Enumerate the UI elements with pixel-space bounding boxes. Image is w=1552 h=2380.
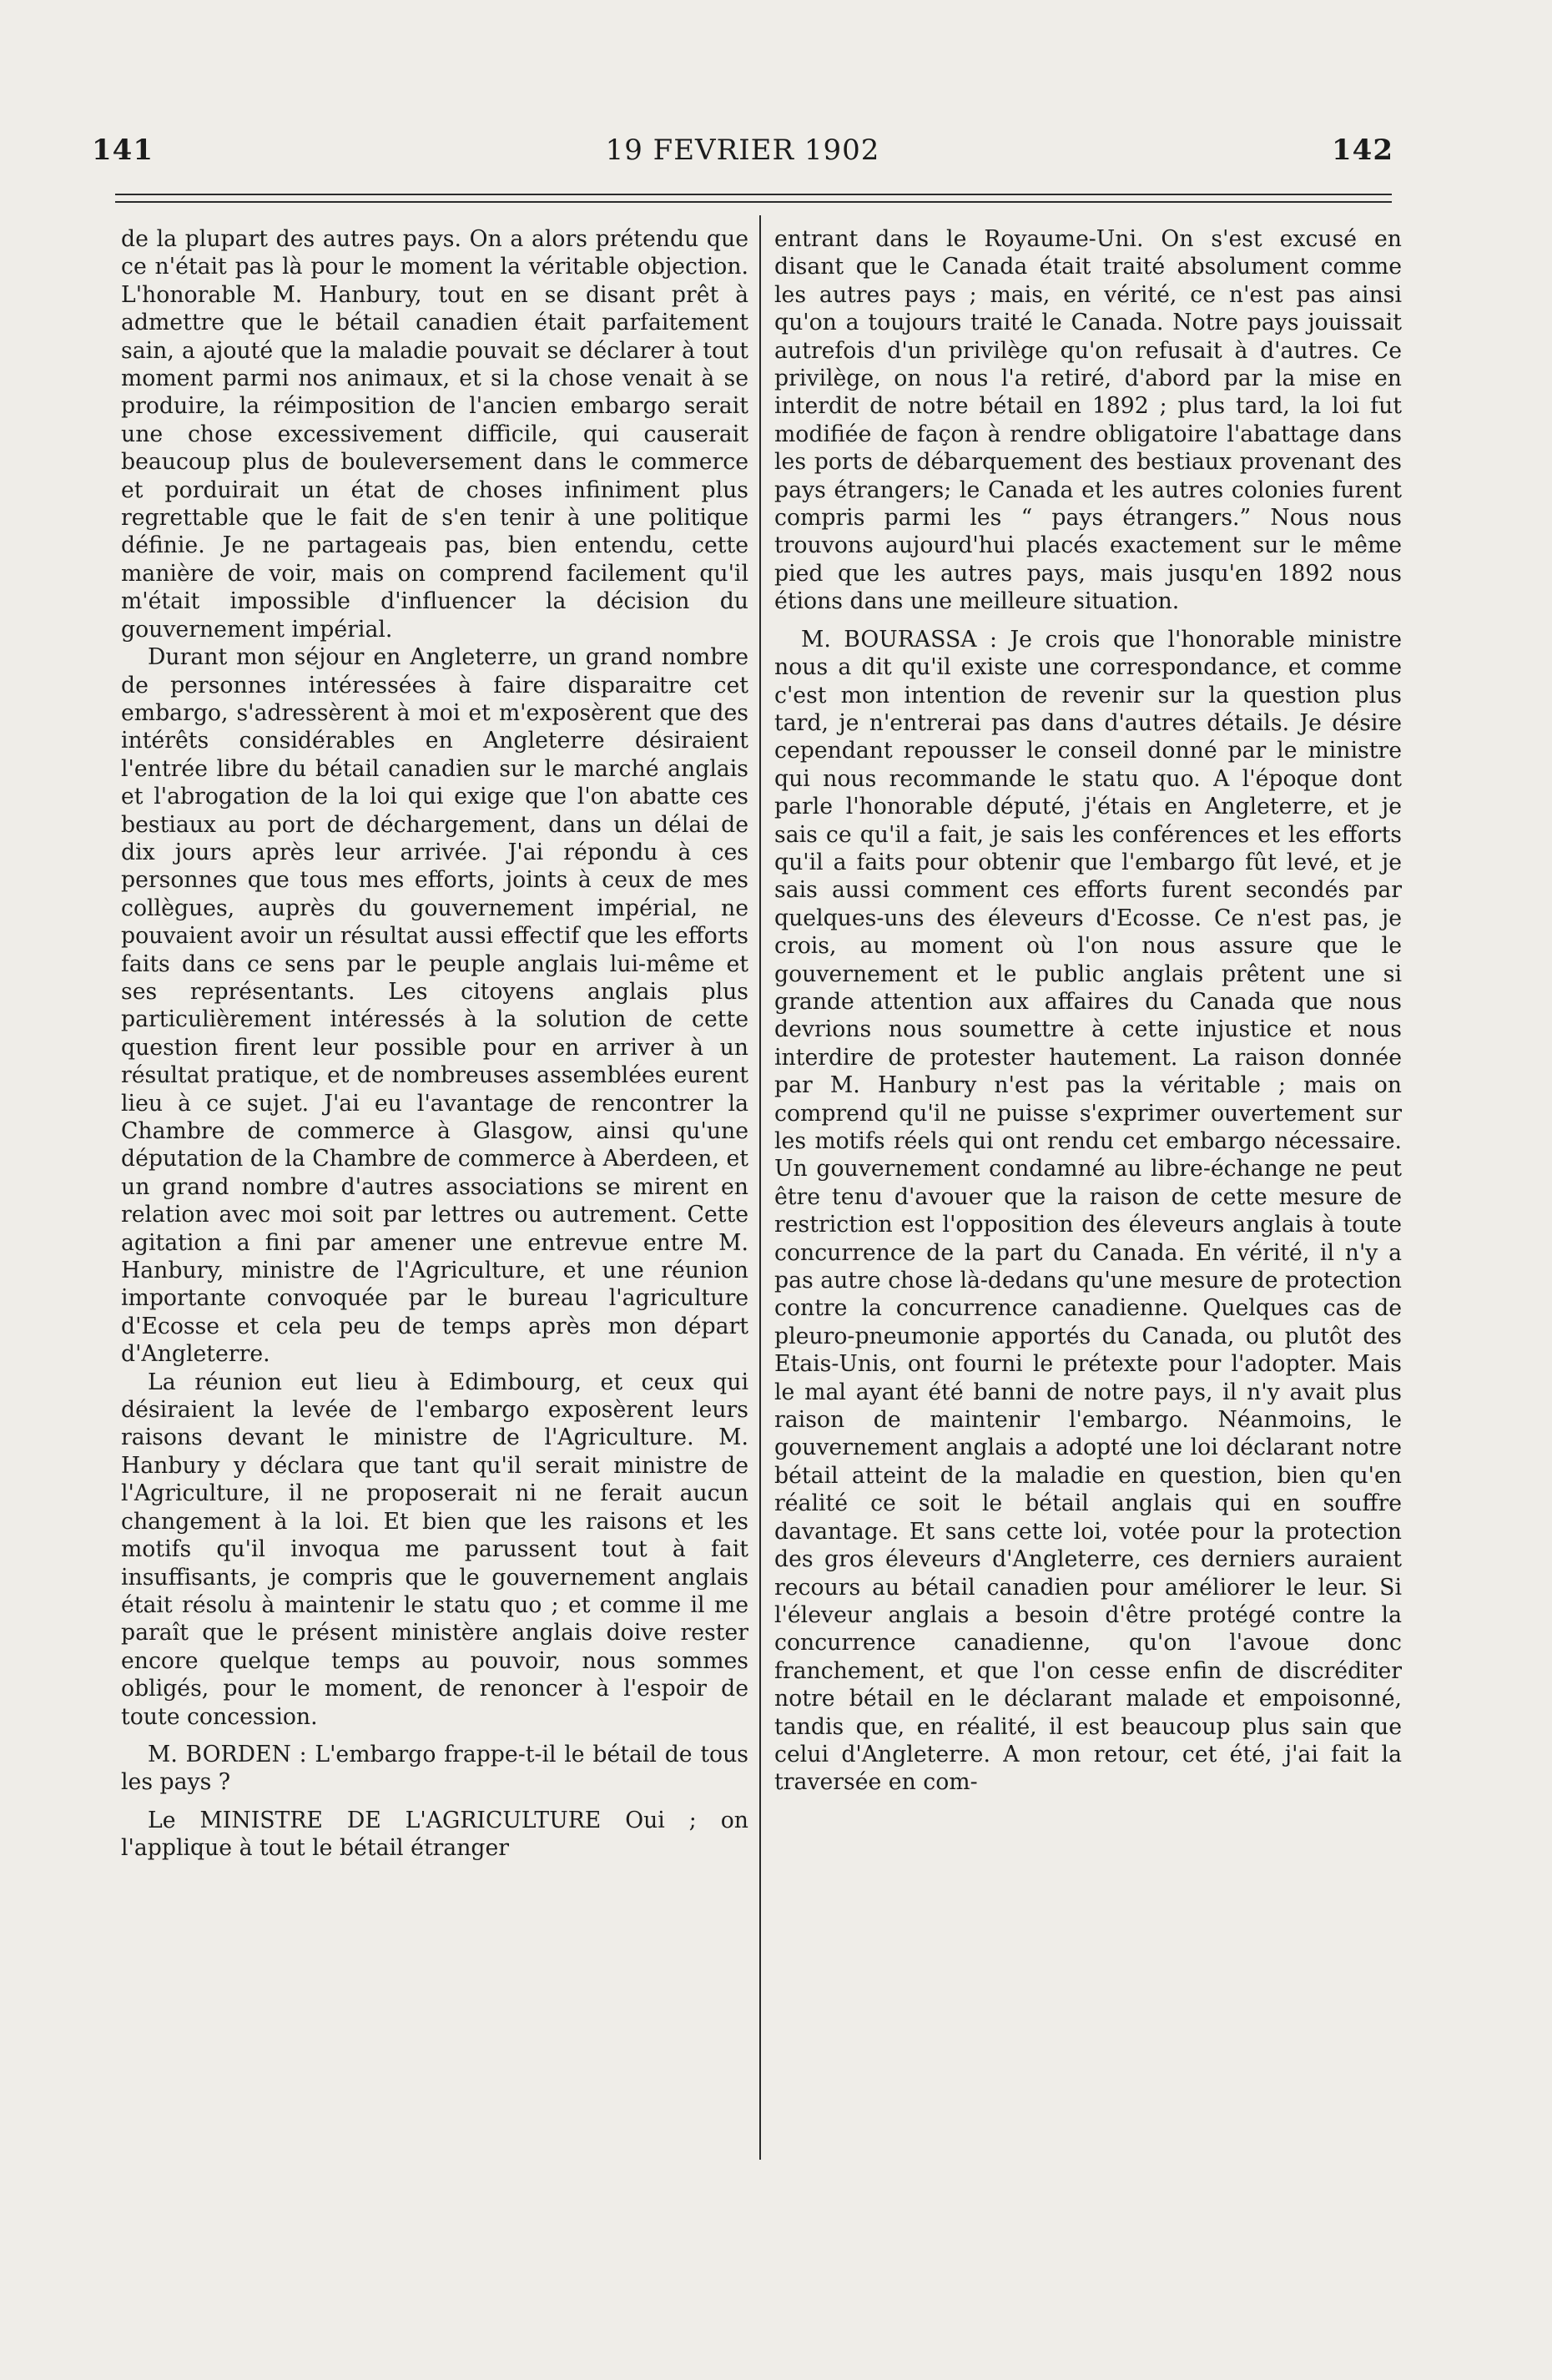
right-paragraph-1: entrant dans le Royaume-Uni. On s'est excusé en disant que le Canada était traité absolument comme les autres pays ; mais, en vérité, ce n'est pas ainsi qu'on a toujours traité le Canada. Notre pays jouissait autrefois d'un privilège qu'on refusait à d'autres. Ce privilège, on nous l'a retiré, d'abord par la mise en interdit de notre bétail en 1892 ; plus tard, la loi fut modifiée de façon à rendre obligatoire l'abattage dans les ports de débarquement des bestiaux provenant des pays étrangers; le Canada et les autres colonies furent compris parmi les “ pays étrangers.” Nous nous trouvons aujourd'hui placés exactement sur le même pied que les autres pays, mais jusqu'en 1892 nous étions dans une meilleure situation. [774, 226, 1402, 615]
right-page-number: 142 [1332, 134, 1393, 167]
left-paragraph-3: La réunion eut lieu à Edimbourg, et ceux qui désiraient la levée de l'embargo exposèrent leurs raisons devant le ministre de l'Agriculture. M. Hanbury y déclara que tant qu'il serait ministre de l'Agriculture, il ne proposerait ni ne ferait aucun changement à la loi. Et bien que les raisons et les motifs qu'il invoqua me parussent tout à fait insuffisants, je compris que le gouvernement anglais était résolu à maintenir le statu quo ; et comme il me paraît que le présent ministère anglais doive rester encore quelque temps au pouvoir, nous sommes obligés, pour le moment, de renoncer à l'espoir de toute concession. [121, 1369, 748, 1730]
left-paragraph-borden: M. BORDEN : L'embargo frappe-t-il le bétail de tous les pays ? [121, 1741, 748, 1796]
header-rule-bottom [115, 201, 1392, 203]
left-paragraph-ministre: Le MINISTRE DE L'AGRICULTURE Oui ; on l'applique à tout le bétail étranger [121, 1807, 748, 1862]
header-date: 19 FEVRIER 1902 [605, 134, 880, 167]
right-paragraph-bourassa: M. BOURASSA : Je crois que l'honorable ministre nous a dit qu'il existe une correspondance, et comme c'est mon intention de revenir sur la question plus tard, je n'entrerai pas dans d'autres détails. Je désire cependant repousser le conseil donné par le ministre qui nous recommande le statu quo. A l'époque dont parle l'honorable député, j'étais en Angleterre, et je sais ce qu'il a fait, je sais les conférences et les efforts qu'il a faits pour obtenir que l'embargo fût levé, et je sais aussi comment ces efforts furent secondés par quelques-uns des éleveurs d'Ecosse. Ce n'est pas, je crois, au moment où l'on nous assure que le gouvernement et le public anglais prêtent une si grande attention aux affaires du Canada que nous devrions nous soumettre à cette injustice et nous interdire de protester hautement. La raison donnée par M. Hanbury n'est pas la véritable ; mais on comprend qu'il ne puisse s'exprimer ouvertement sur les motifs réels qui ont rendu cet embargo nécessaire. Un gouvernement condamné au libre-échange ne peut être tenu d'avouer que la raison de cette mesure de restriction est l'opposition des éleveurs anglais à toute concurrence de la part du Canada. En vérité, il n'y a pas autre chose là-dedans qu'une mesure de protection contre la concurrence canadienne. Quelques cas de pleuro-pneumonie apportés du Canada, ou plutôt des Etais-Unis, ont fourni le prétexte pour l'adopter. Mais le mal ayant été banni de notre pays, il n'y avait plus raison de maintenir l'embargo. Néanmoins, le gouvernement anglais a adopté une loi déclarant notre bétail atteint de la maladie en question, bien qu'en réalité ce soit le bétail anglais qui en souffre davantage. Et sans cette loi, votée pour la protection des gros éleveurs d'Angleterre, ces derniers auraient recours au bétail canadien pour améliorer le leur. Si l'éleveur anglais a besoin d'être protégé contre la concurrence canadienne, qu'on l'avoue donc franchement, et que l'on cesse enfin de discréditer notre bétail en le déclarant malade et empoisonné, tandis que, en réalité, il est beaucoup plus sain que celui d'Angleterre. A mon retour, cet été, j'ai fait la traversée en com- [774, 626, 1402, 1796]
left-paragraph-2: Durant mon séjour en Angleterre, un grand nombre de personnes intéressées à faire disparaitre cet embargo, s'adressèrent à moi et m'exposèrent que des intérêts considérables en Angleterre désiraient l'entrée libre du bétail canadien sur le marché anglais et l'abrogation de la loi qui exige que l'on abatte ces bestiaux au port de déchargement, dans un délai de dix jours après leur arrivée. J'ai répondu à ces personnes que tous mes efforts, joints à ceux de mes collègues, auprès du gouvernement impérial, ne pouvaient avoir un résultat aussi effectif que les efforts faits dans ce sens par le peuple anglais lui-même et ses représentants. Les citoyens anglais plus particulièrement intéressés à la solution de cette question firent leur possible pour en arriver à un résultat pratique, et de nombreuses assemblées eurent lieu à ce sujet. J'ai eu l'avantage de rencontrer la Chambre de commerce à Glasgow, ainsi qu'une députation de la Chambre de commerce à Aberdeen, et un grand nombre d'autres associations se mirent en relation avec moi soit par lettres ou autrement. Cette agitation a fini par amener une entrevue entre M. Hanbury, ministre de l'Agriculture, et une réunion importante convoquée par le bureau l'agriculture d'Ecosse et cela peu de temps après mon départ d'Angleterre. [121, 644, 748, 1368]
header-rule-top [115, 194, 1392, 195]
page-header [92, 125, 1393, 175]
right-column [774, 225, 1402, 1797]
column-divider [759, 215, 761, 2160]
left-page-number: 141 [92, 134, 154, 167]
left-paragraph-1: de la plupart des autres pays. On a alors prétendu que ce n'était pas là pour le moment la véritable objection. L'honorable M. Hanbury, tout en se disant prêt à admettre que le bétail canadien était parfaitement sain, a ajouté que la maladie pouvait se déclarer à tout moment parmi nos animaux, et si la chose venait à se produire, la réimposition de l'ancien embargo serait une chose excessivement difficile, qui causerait beaucoup plus de bouleversement dans le commerce et porduirait un état de choses infiniment plus regrettable que le fait de s'en tenir à une politique définie. Je ne partageais pas, bien entendu, cette manière de voir, mais on comprend facilement qu'il m'était impossible d'influencer la décision du gouvernement impérial. [121, 226, 748, 643]
left-column [121, 225, 748, 1863]
